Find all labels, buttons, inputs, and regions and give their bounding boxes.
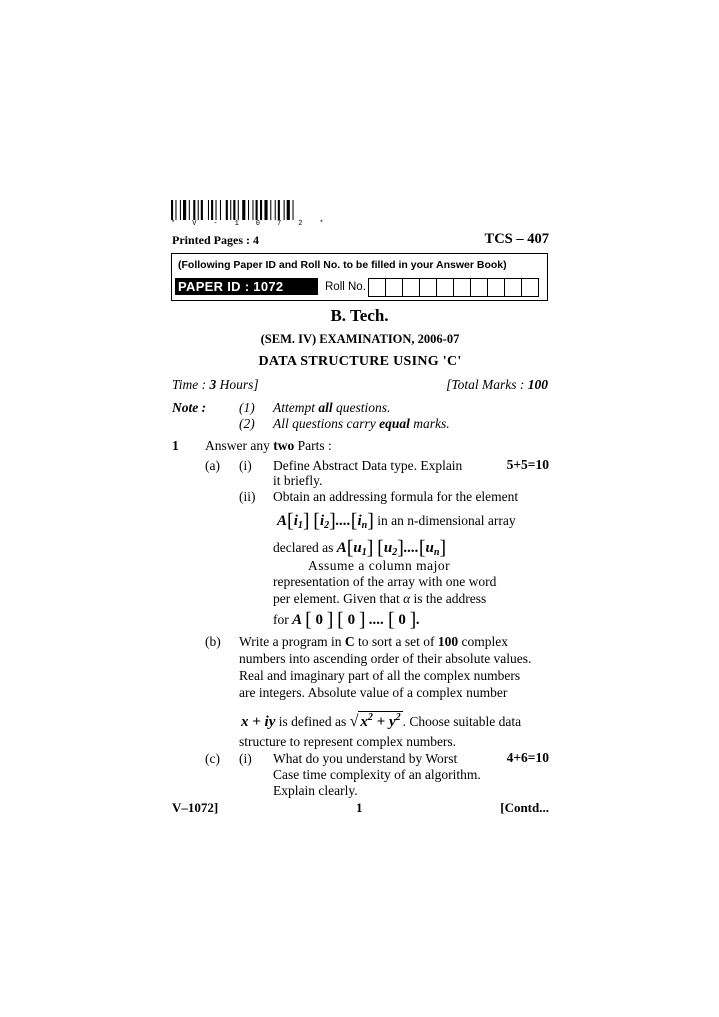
total-marks-text: [Total Marks : 100 [446, 377, 548, 392]
part-c-line2: Case time complexity of an algorithm. [273, 767, 481, 782]
part-b-line6: structure to represent complex numbers. [239, 734, 457, 749]
array-element-formula: $A[i_1]$ $[i_2]....[i_n]$ in an n-dimensional array [277, 510, 516, 532]
page-number: 1 [356, 800, 363, 815]
array-declaration: declared as $A[u_1]$ $[u_2]....[u_n]$ [273, 537, 447, 559]
part-a-marks: 5+5=10 [506, 457, 549, 472]
note-2-number: (2) [239, 416, 255, 431]
roll-box [385, 278, 403, 297]
part-c-marks: 4+6=10 [506, 750, 549, 765]
part-b-line2: numbers into ascending order of their absolute values. [239, 651, 532, 666]
footer-code: V–1072] [172, 800, 219, 815]
roll-box [504, 278, 522, 297]
subject-title: DATA STRUCTURE USING 'C' [258, 354, 462, 369]
barcode-text: * V - 1 0 7 2 * [171, 220, 331, 228]
note-label: Note : [172, 400, 207, 415]
paper-id-label: PAPER ID : 1072 [175, 278, 318, 295]
note-2-text: All questions carry equal marks. [273, 416, 450, 431]
instruction-text: (Following Paper ID and Roll No. to be filled in your Answer Book) [178, 259, 507, 271]
part-a-ii-line6: per element. Given that α is the address [273, 591, 487, 606]
paper-code: TCS – 407 [484, 231, 549, 247]
continued-label: [Contd... [500, 800, 549, 815]
part-b-line4: are integers. Absolute value of a complex number [239, 685, 508, 700]
roll-box [453, 278, 471, 297]
part-a-ii-line5: representation of the array with one word [273, 574, 497, 589]
base-address-formula: for A [ 0 ] [ 0 ] .... [ 0 ]. [273, 609, 421, 631]
printed-pages: Printed Pages : 4 [172, 233, 259, 247]
part-b-line3: Real and imaginary part of all the complex numbers [239, 668, 521, 683]
part-c-label: (c) [205, 751, 220, 766]
part-a-label: (a) [205, 458, 220, 473]
degree-title: B. Tech. [330, 306, 389, 325]
part-a-ii-line4: Assume a column major [308, 558, 451, 573]
part-a-ii-line1: Obtain an addressing formula for the element [273, 489, 519, 504]
time-text: Time : 3 Hours] [172, 377, 259, 392]
part-a-i-line2: it briefly. [273, 473, 323, 488]
roll-no-boxes [368, 278, 538, 297]
roll-box [521, 278, 539, 297]
roll-box [487, 278, 505, 297]
absolute-value-formula: x + iy is defined as √ $x^2 + y^2$ . Choose suitable data [241, 712, 522, 730]
part-c-i-label: (i) [239, 751, 252, 766]
part-a-i-line1: Define Abstract Data type. Explain [273, 458, 463, 473]
paper-id-box [171, 253, 548, 301]
question-intro: Answer any two Parts : [205, 438, 332, 453]
part-a-ii-label: (ii) [239, 489, 256, 504]
part-a-i-label: (i) [239, 458, 252, 473]
part-b-label: (b) [205, 634, 221, 649]
roll-box [419, 278, 437, 297]
roll-box [436, 278, 454, 297]
part-c-line3: Explain clearly. [273, 783, 358, 798]
question-number: 1 [172, 438, 179, 453]
note-1-number: (1) [239, 400, 255, 415]
roll-box [368, 278, 386, 297]
roll-no-label: Roll No. [325, 281, 366, 293]
roll-box [402, 278, 420, 297]
roll-box [470, 278, 488, 297]
note-1-text: Attempt all questions. [273, 400, 391, 415]
part-b-line1: Write a program in C to sort a set of 100 complex [239, 634, 509, 649]
barcode [171, 200, 323, 220]
time-marks-row [172, 377, 548, 393]
part-c-line1: What do you understand by Worst [273, 751, 458, 766]
exam-title: (SEM. IV) EXAMINATION, 2006-07 [260, 332, 460, 346]
